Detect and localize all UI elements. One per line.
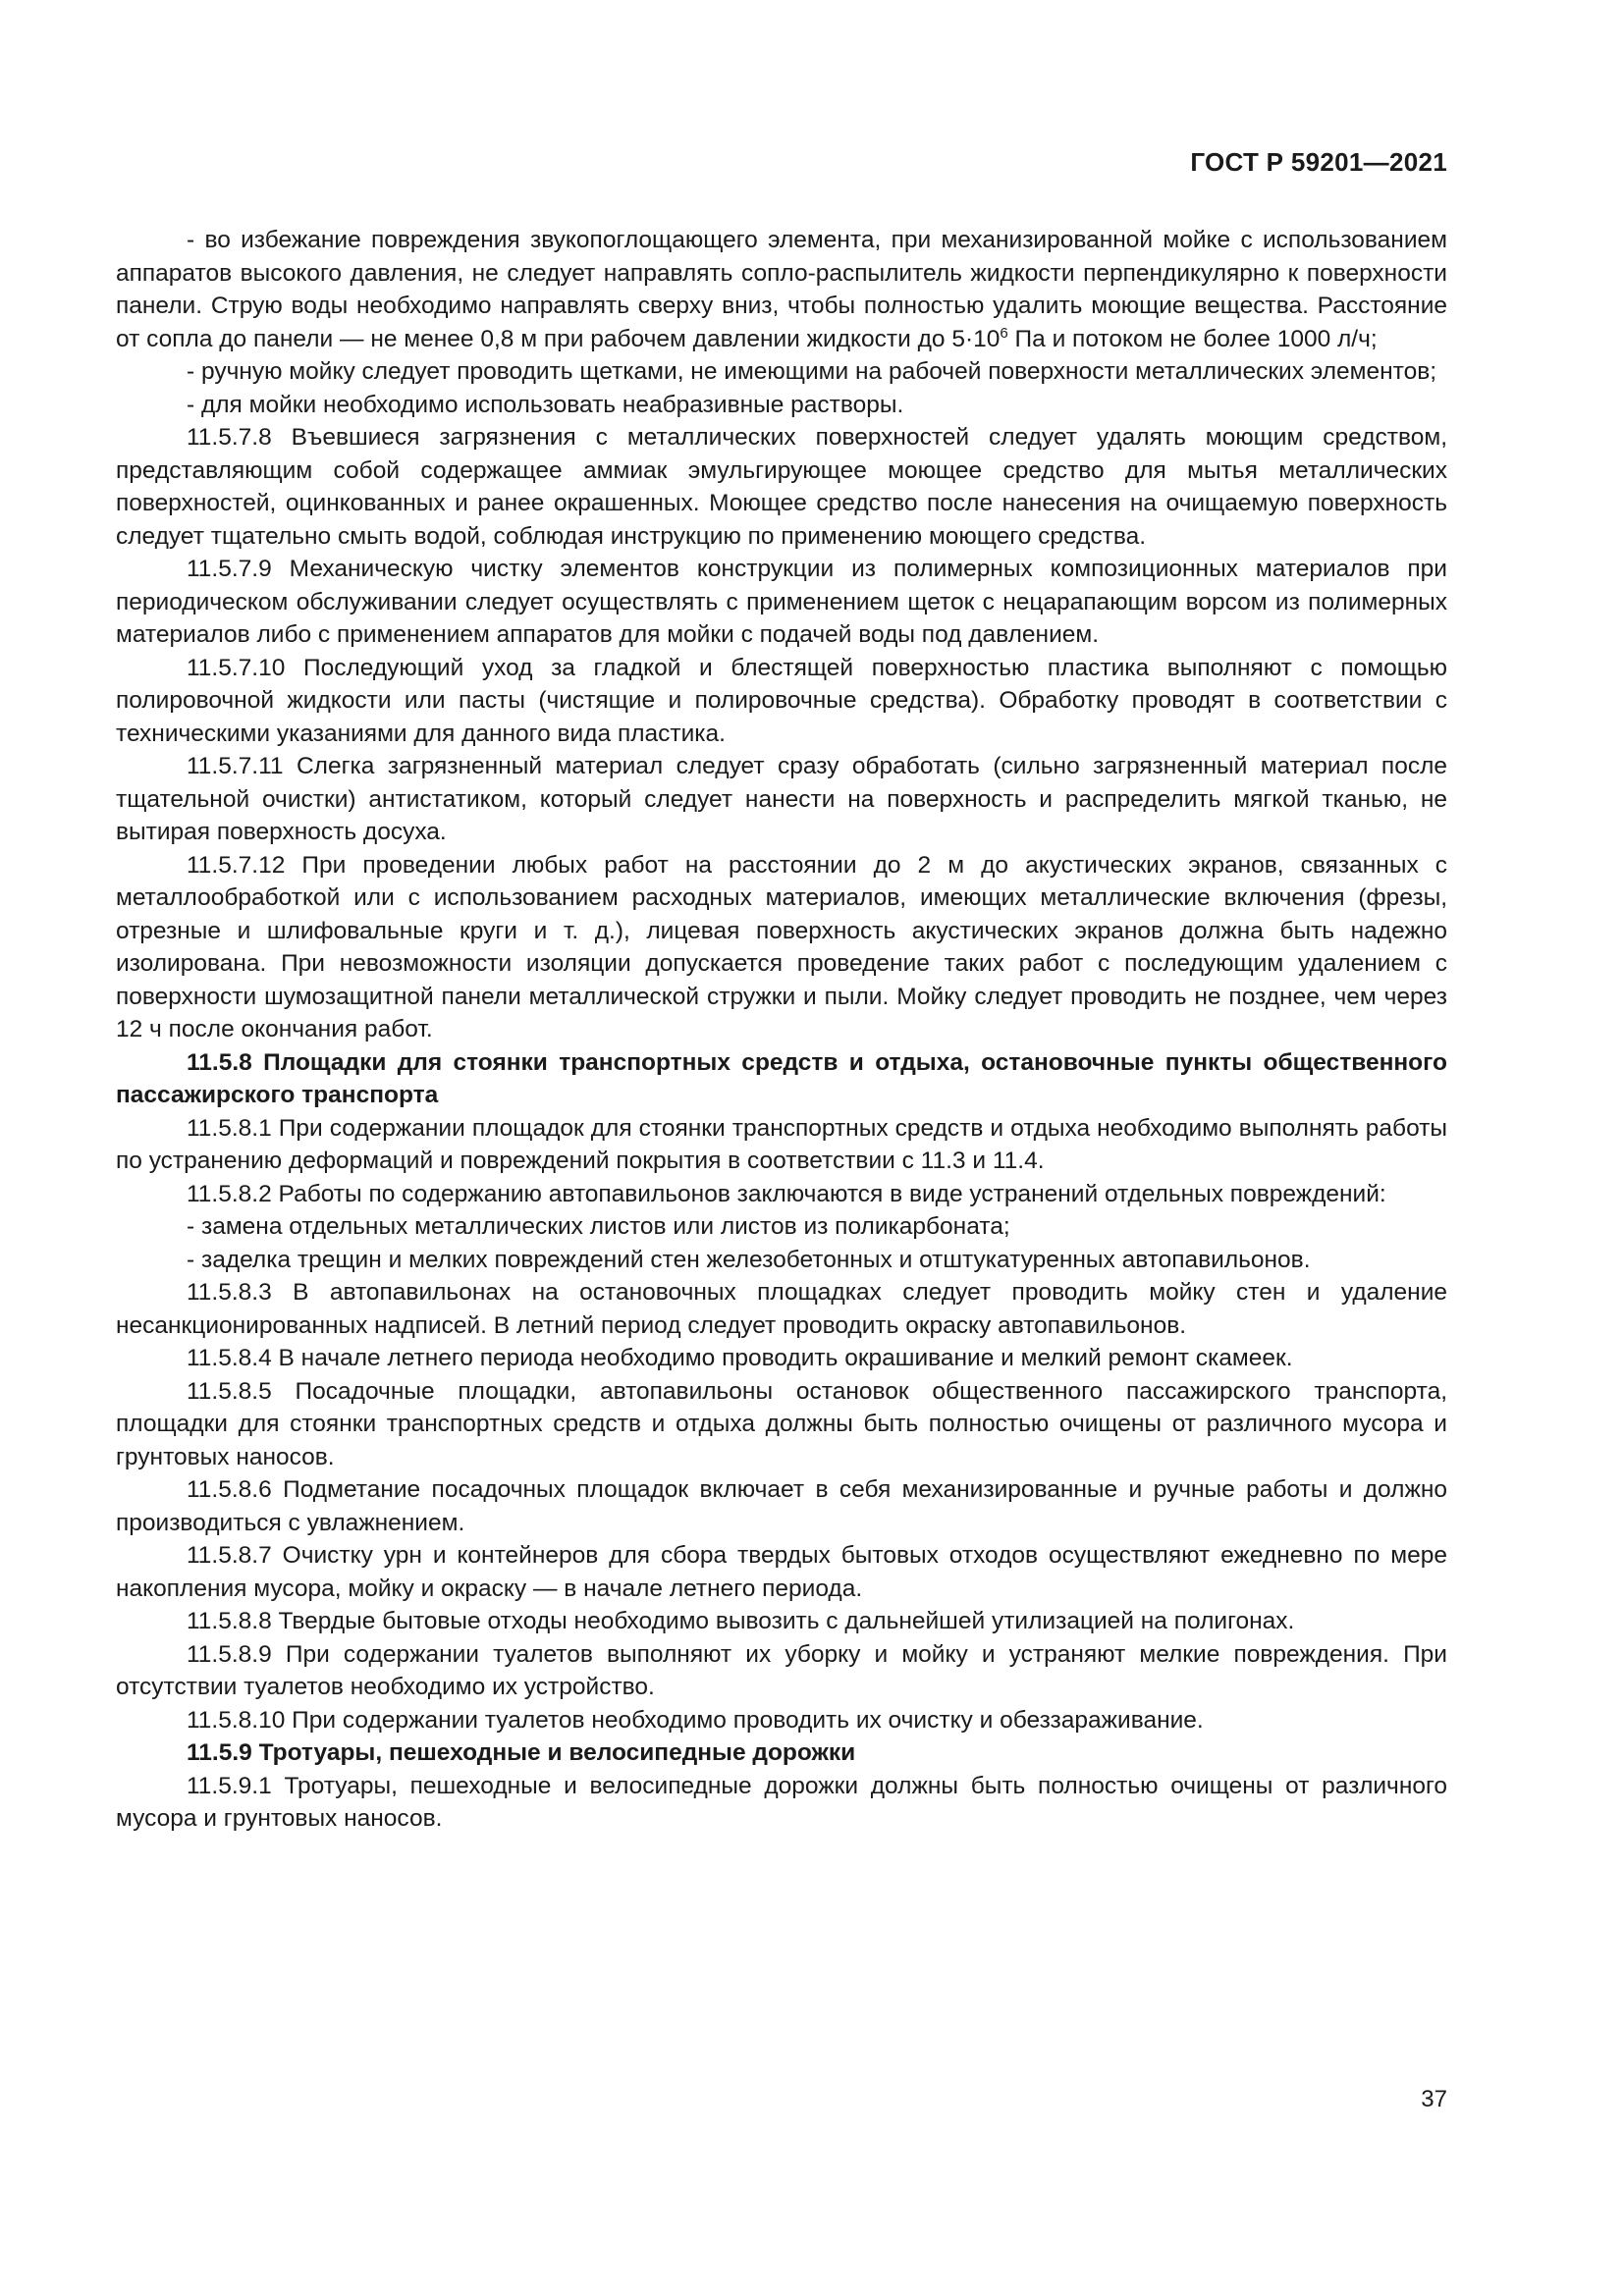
paragraph-bullet-sheet-replacement: - замена отдельных металлических листов или листов из поликарбоната; xyxy=(187,1213,1010,1240)
paragraph-11-5-8-6: 11.5.8.6 Подметание посадочных площадок включает в себя механизированные и ручные работы и должно производиться с увлажнением. xyxy=(116,1476,1447,1536)
document-header: ГОСТ Р 59201—2021 xyxy=(1190,147,1447,177)
section-heading-11-5-8: 11.5.8 Площадки для стоянки транспортных средств и отдыха, остановочные пункты общественного пассажирского транспорта xyxy=(116,1048,1447,1108)
paragraph-11-5-8-4: 11.5.8.4 В начале летнего периода необходимо проводить окрашивание и мелкий ремонт скамеек. xyxy=(187,1345,1293,1371)
paragraph-11-5-8-2: 11.5.8.2 Работы по содержанию автопавильонов заключаются в виде устранений отдельных повреждений: xyxy=(187,1180,1386,1207)
paragraph-11-5-8-7: 11.5.8.7 Очистку урн и контейнеров для сбора твердых бытовых отходов осуществляют ежедневно по мере накопления мусора, мойку и окраску — в начале летнего периода. xyxy=(116,1542,1447,1602)
paragraph-bullet-crack-repair: - заделка трещин и мелких повреждений стен железобетонных и отштукатуренных автопавильонов. xyxy=(187,1246,1311,1273)
paragraph-11-5-7-9: 11.5.7.9 Механическую чистку элементов конструкции из полимерных композиционных материалов при периодическом обслуживании следует осуществлять с применением щеток с нецарапающим ворсом из полимерных материалов либо с применением аппаратов для мойки с подачей воды под давлением. xyxy=(116,556,1447,648)
section-heading-11-5-9: 11.5.9 Тротуары, пешеходные и велосипедные дорожки xyxy=(187,1739,856,1766)
paragraph-11-5-8-10: 11.5.8.10 При содержании туалетов необходимо проводить их очистку и обеззараживание. xyxy=(187,1706,1204,1734)
paragraph-11-5-7-8: 11.5.7.8 Въевшиеся загрязнения с металлических поверхностей следует удалять моющим средством, представляющим собой содержащее аммиак эмульгирующее моющее средство для мытья металлических поверхностей, оцинкованных и ранее окрашенных. Моющее средство после нанесения на очищаемую поверхность следует тщательно смыть водой, соблюдая инструкцию по применению моющего средства. xyxy=(116,424,1447,550)
paragraph-bullet-non-abrasive: - для мойки необходимо использовать неабразивные растворы. xyxy=(187,391,904,418)
paragraph-bullet-manual-wash: - ручную мойку следует проводить щетками, не имеющими на рабочей поверхности металлических элементов; xyxy=(187,358,1437,385)
paragraph-11-5-8-1: 11.5.8.1 При содержании площадок для стоянки транспортных средств и отдыха необходимо выполнять работы по устранению деформаций и повреждений покрытия в соответствии с 11.3 и 11.4. xyxy=(116,1114,1447,1174)
page-body xyxy=(116,224,1447,1836)
paragraph-11-5-7-12: 11.5.7.12 При проведении любых работ на расстоянии до 2 м до акустических экранов, связанных с металлообработкой или с использованием расходных материалов, имеющих металлические включения (фрезы, отрезные и шлифовальные круги и т. д.), лицевая поверхность акустических экранов должна быть надежно изолирована. При невозможности изоляции допускается проведение таких работ с последующим удалением с поверхности шумозащитной панели металлической стружки и пыли. Мойку следует проводить не позднее, чем через 12 ч после окончания работ. xyxy=(116,851,1447,1042)
paragraph-11-5-7-11: 11.5.7.11 Слегка загрязненный материал следует сразу обработать (сильно загрязненный материал после тщательной очистки) антистатиком, который следует нанести на поверхность и распределить мягкой тканью, не вытирая поверхность досуха. xyxy=(116,753,1447,845)
exponent-superscript: 6 xyxy=(1000,324,1008,342)
paragraph-bullet-high-pressure-wash: - во избежание повреждения звукопоглощающего элемента, при механизированной мойке с использованием аппаратов высокого давления, не следует направлять сопло-распылитель жидкости перпендикулярно к поверхности панели. Струю воды необходимо направлять сверху вниз, чтобы полностью удалить моющие вещества. Расстояние от сопла до панели — не менее 0,8 м при рабочем давлении жидкости до $5\cdot 10^6$ Па и потоком не более 1000 л/ч; xyxy=(116,227,1447,352)
page-number: 37 xyxy=(1421,2086,1447,2112)
paragraph-11-5-9-1: 11.5.9.1 Тротуары, пешеходные и велосипедные дорожки должны быть полностью очищены от различного мусора и грунтовых наносов. xyxy=(116,1772,1447,1832)
paragraph-11-5-7-10: 11.5.7.10 Последующий уход за гладкой и блестящей поверхностью пластика выполняют с помощью полировочной жидкости или пасты (чистящие и полировочные средства). Обработку проводят в соответствии с техническими указаниями для данного вида пластика. xyxy=(116,654,1447,747)
paragraph-11-5-8-9: 11.5.8.9 При содержании туалетов выполняют их уборку и мойку и устраняют мелкие повреждения. При отсутствии туалетов необходимо их устройство. xyxy=(116,1640,1447,1700)
paragraph-11-5-8-5: 11.5.8.5 Посадочные площадки, автопавильоны остановок общественного пассажирского транспорта, площадки для стоянки транспортных средств и отдыха должны быть полностью очищены от различного мусора и грунтовых наносов. xyxy=(116,1377,1447,1470)
paragraph-11-5-8-8: 11.5.8.8 Твердые бытовые отходы необходимо вывозить с дальнейшей утилизацией на полигонах. xyxy=(187,1608,1295,1634)
paragraph-11-5-8-3: 11.5.8.3 В автопавильонах на остановочных площадках следует проводить мойку стен и удаление несанкционированных надписей. В летний период следует проводить окраску автопавильонов. xyxy=(116,1279,1447,1339)
